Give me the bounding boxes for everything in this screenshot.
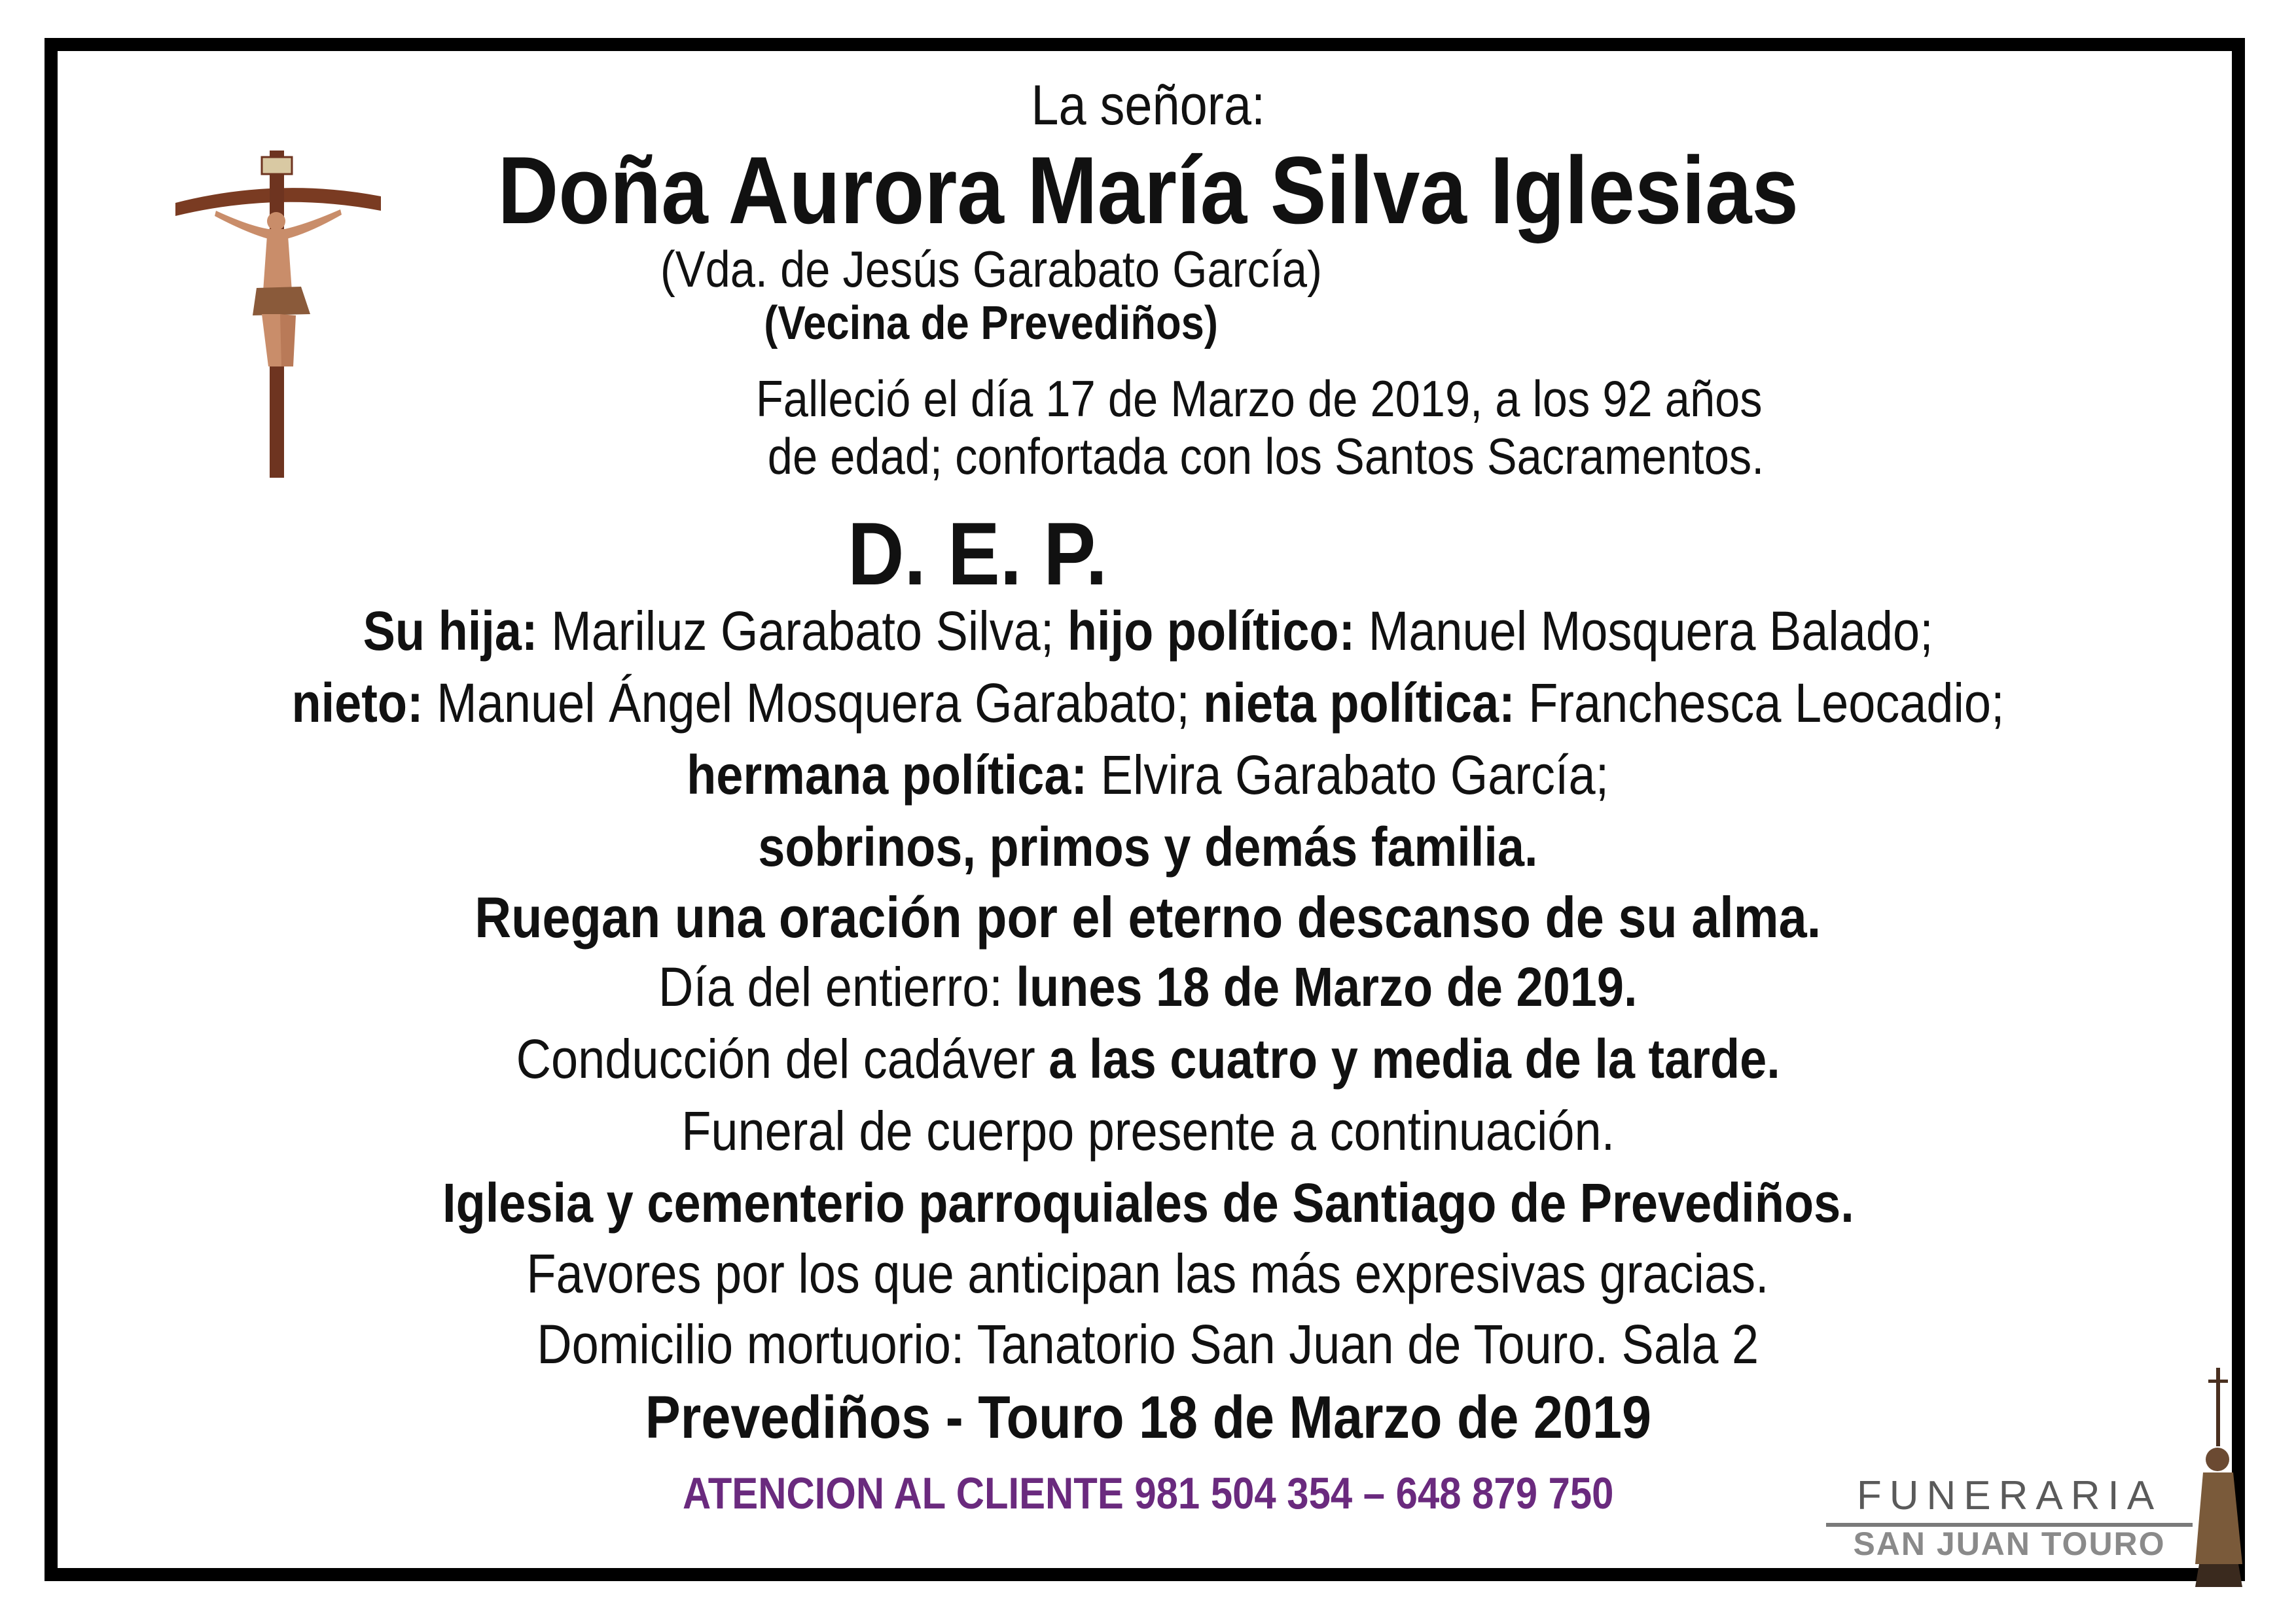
- funeral-home-logo-top: FUNERARIA: [1826, 1472, 2193, 1527]
- daughter-label: Su hija:: [363, 600, 538, 662]
- sister-in-law-label: hermana política:: [687, 744, 1088, 806]
- rip-title: D. E. P.: [848, 504, 1108, 603]
- deceased-name: Doña Aurora María Silva Iglesias: [497, 137, 1799, 243]
- procession-time: a las cuatro y media de la tarde.: [1049, 1028, 1780, 1090]
- death-line-1: Falleció el día 17 de Marzo de 2019, a los 92 años: [756, 370, 1763, 427]
- neighbor-of: (Vecina de Prevediños): [764, 297, 1218, 349]
- procession: [0, 1028, 2296, 1090]
- thanks: Favores por los que anticipan las más expresivas gracias.: [526, 1243, 1770, 1304]
- burial-label: Día del entierro:: [658, 956, 1016, 1018]
- grandson-label: nieto:: [291, 672, 423, 734]
- funeral-info: Funeral de cuerpo presente a continuación.: [681, 1100, 1615, 1162]
- granddaughter-in-law-name: Franchesca Leocadio;: [1515, 672, 2005, 734]
- son-in-law-name: Manuel Mosquera Balado;: [1355, 600, 1933, 662]
- grandson-name: Manuel Ángel Mosquera Garabato;: [423, 672, 1204, 734]
- place-date: Prevediños - Touro 18 de Marzo de 2019: [645, 1384, 1651, 1451]
- sister-in-law-name: Elvira Garabato García;: [1087, 744, 1609, 806]
- burial-day: [0, 956, 2296, 1018]
- funeral-home-logo-bottom: SAN JUAN TOURO: [1853, 1525, 2166, 1562]
- family-line-1: [0, 600, 2296, 662]
- burial-date: lunes 18 de Marzo de 2019.: [1016, 956, 1638, 1018]
- saint-statue-icon: [2179, 1368, 2258, 1590]
- intro-label: La señora:: [1031, 74, 1265, 137]
- granddaughter-in-law-label: nieta política:: [1203, 672, 1515, 734]
- procession-label: Conducción del cadáver: [516, 1028, 1049, 1090]
- prayer-request: Ruegan una oración por el eterno descanso de su alma.: [475, 885, 1821, 950]
- daughter-name: Mariluz Garabato Silva;: [537, 600, 1067, 662]
- other-family: sobrinos, primos y demás familia.: [758, 816, 1538, 878]
- family-line-3: [0, 744, 2296, 806]
- family-line-2: [0, 672, 2296, 734]
- death-line-2: de edad; confortada con los Santos Sacramentos.: [767, 427, 1765, 485]
- son-in-law-label: hijo político:: [1067, 600, 1355, 662]
- customer-service-phone[interactable]: ATENCION AL CLIENTE 981 504 354 – 648 879 750: [682, 1469, 1614, 1518]
- church-info: Iglesia y cementerio parroquiales de Santiago de Prevediños.: [442, 1172, 1854, 1234]
- residence: Domicilio mortuorio: Tanatorio San Juan de Touro. Sala 2: [537, 1313, 1759, 1375]
- widow-of: (Vda. de Jesús Garabato García): [660, 240, 1322, 298]
